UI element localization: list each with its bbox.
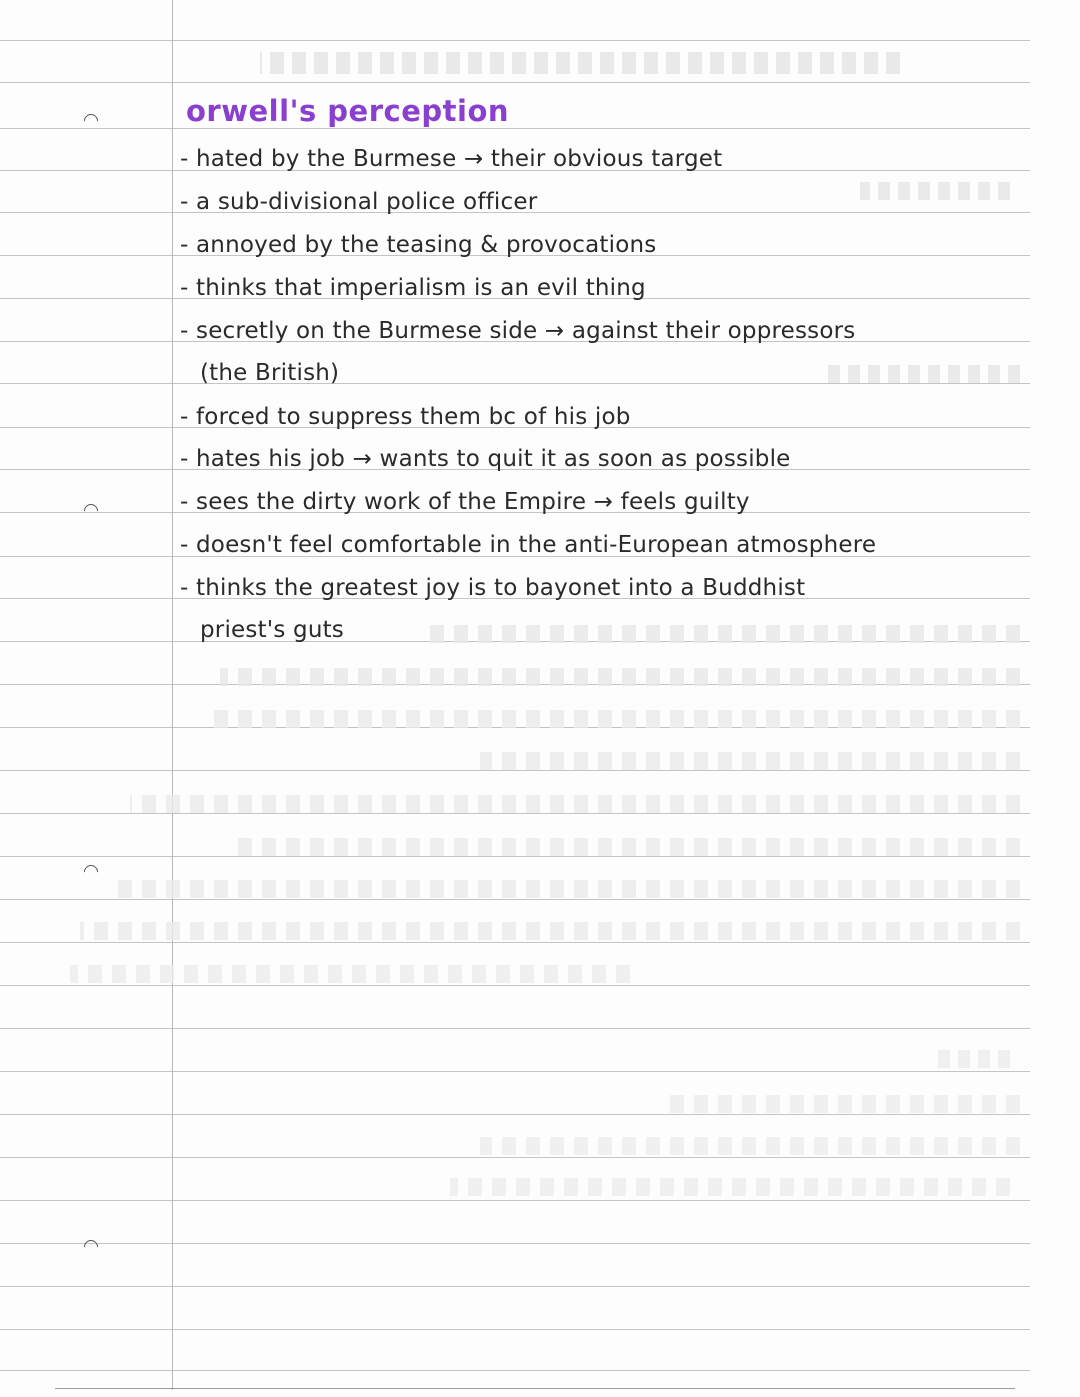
bleed-through-smudge — [230, 838, 1020, 856]
bleed-through-smudge — [260, 52, 900, 74]
ruled-line — [0, 942, 1030, 943]
margin-line — [172, 0, 173, 1390]
bleed-through-smudge — [480, 1137, 1020, 1155]
ruled-line — [0, 1286, 1030, 1287]
bleed-through-smudge — [450, 1178, 1010, 1196]
ruled-line — [0, 813, 1030, 814]
bleed-through-smudge — [860, 182, 1010, 200]
bleed-through-smudge — [660, 1095, 1020, 1113]
note-line: - a sub-divisional police officer — [180, 189, 538, 215]
binder-ring-icon — [81, 1237, 101, 1257]
bleed-through-smudge — [930, 1050, 1010, 1068]
bleed-through-smudge — [480, 752, 1020, 770]
bleed-through-smudge — [70, 965, 630, 983]
page-bottom-edge — [55, 1388, 1015, 1389]
ruled-line — [0, 1243, 1030, 1244]
binder-ring-icon — [81, 862, 101, 882]
bleed-through-smudge — [820, 365, 1020, 383]
ruled-line — [0, 40, 1030, 41]
ruled-line — [0, 770, 1030, 771]
bleed-through-smudge — [420, 625, 1020, 643]
ruled-line — [0, 1370, 1030, 1371]
note-line: - thinks that imperialism is an evil thing — [180, 275, 646, 301]
ruled-line — [0, 383, 1030, 384]
page-heading: orwell's perception — [186, 94, 510, 128]
ruled-line — [0, 856, 1030, 857]
note-line: (the British) — [200, 360, 340, 386]
note-line: - hated by the Burmese → their obvious target — [180, 146, 723, 172]
ruled-line — [0, 985, 1030, 986]
ruled-line — [0, 82, 1030, 83]
bleed-through-smudge — [220, 668, 1020, 686]
note-line: - forced to suppress them bc of his job — [180, 404, 631, 430]
note-line: - thinks the greatest joy is to bayonet into a Buddhist — [180, 575, 806, 601]
note-line: priest's guts — [200, 617, 344, 643]
ruled-line — [0, 1071, 1030, 1072]
ruled-line — [0, 1028, 1030, 1029]
ruled-line — [0, 128, 1030, 129]
note-line: - hates his job → wants to quit it as soon as possible — [180, 446, 791, 472]
bleed-through-smudge — [210, 710, 1020, 728]
ruled-line — [0, 899, 1030, 900]
bleed-through-smudge — [80, 922, 1020, 940]
note-line: - annoyed by the teasing & provocations — [180, 232, 657, 258]
note-line: - doesn't feel comfortable in the anti-European atmosphere — [180, 532, 877, 558]
ruled-line — [0, 1157, 1030, 1158]
ruled-line — [0, 1200, 1030, 1201]
ruled-line — [0, 1329, 1030, 1330]
bleed-through-smudge — [130, 795, 1020, 813]
binder-ring-icon — [81, 501, 101, 521]
note-line: - secretly on the Burmese side → against their oppressors — [180, 318, 856, 344]
bleed-through-smudge — [110, 880, 1020, 898]
note-line: - sees the dirty work of the Empire → feels guilty — [180, 489, 750, 515]
ruled-line — [0, 1114, 1030, 1115]
